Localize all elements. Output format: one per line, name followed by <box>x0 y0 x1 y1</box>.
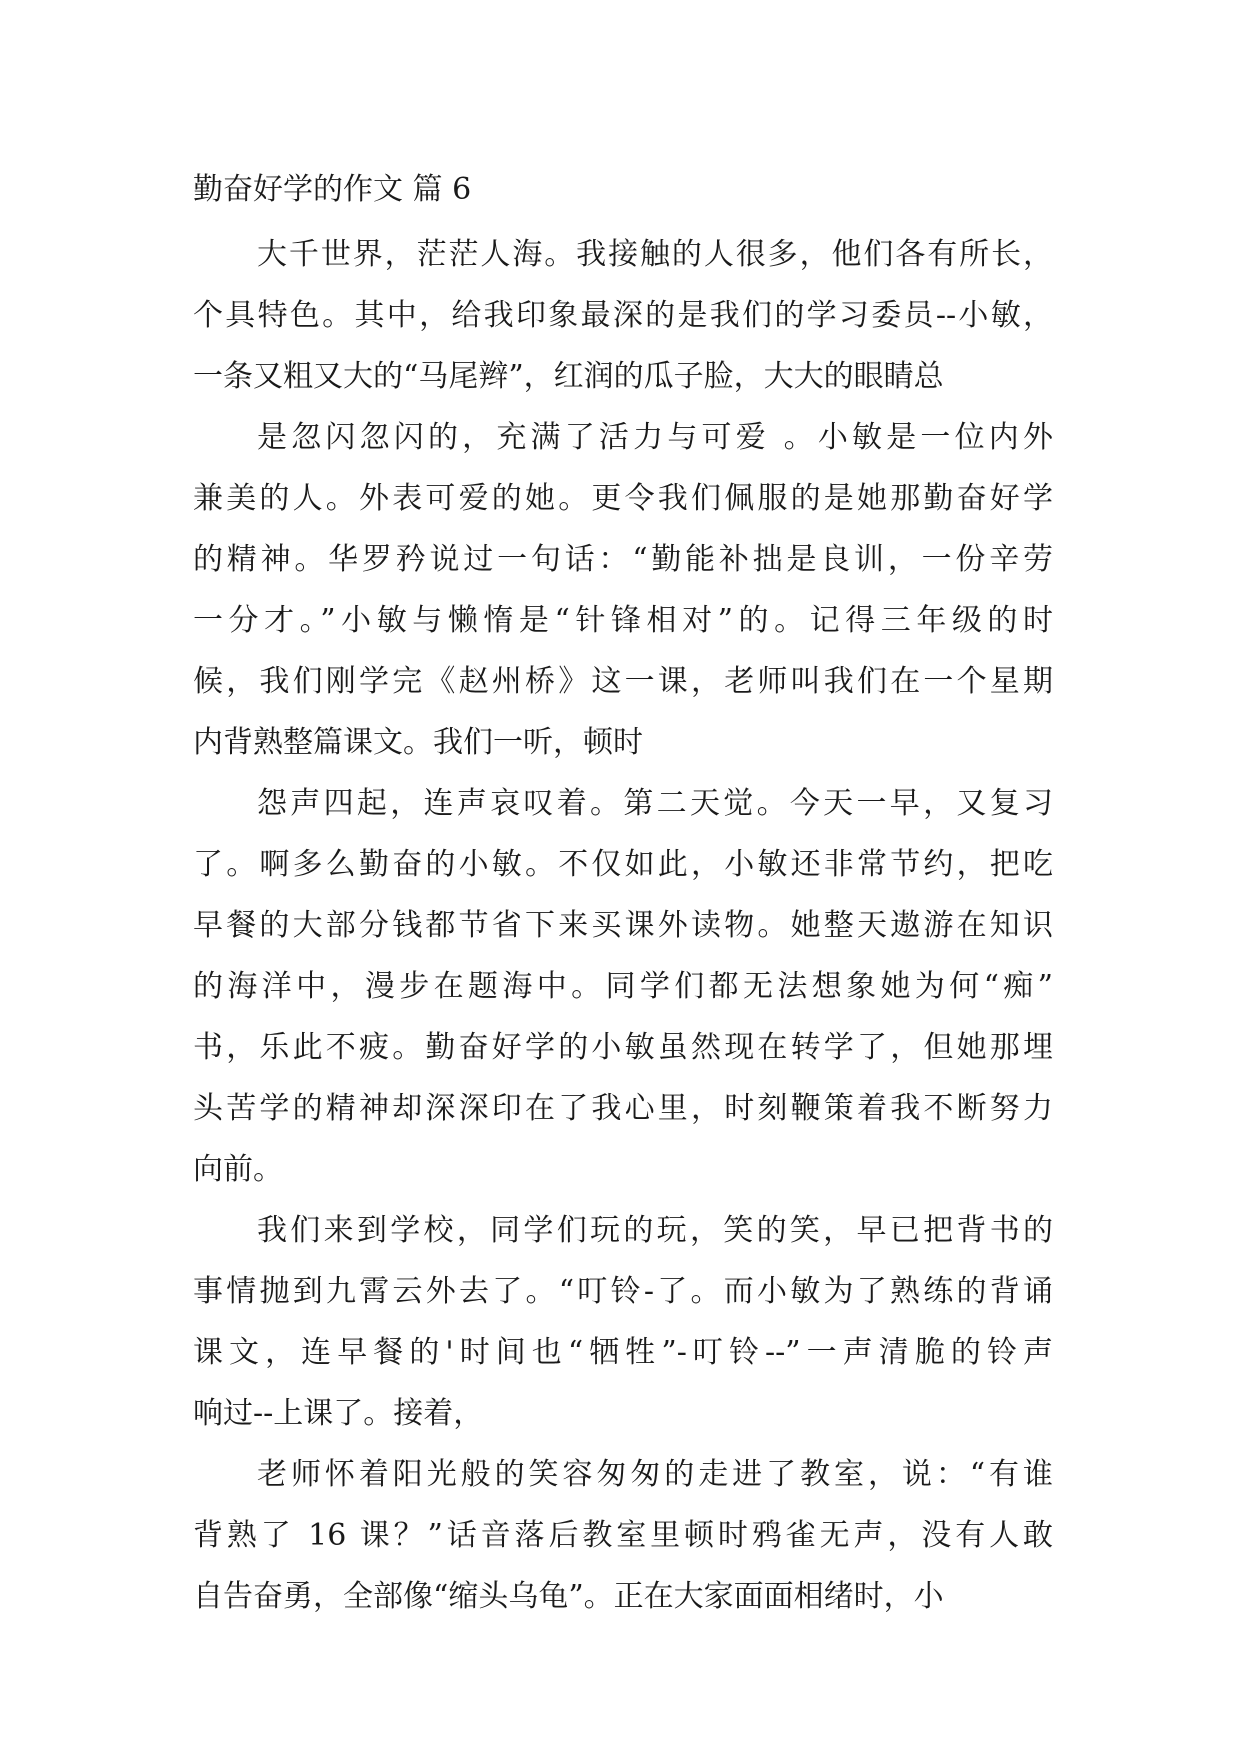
paragraph-line: 一条又粗又大的“马尾辫”，红润的瓜子脸，大大的眼睛总 <box>193 359 944 394</box>
paragraph <box>193 1444 1053 1627</box>
paragraph-line: 早餐的大部分钱都节省下来买课外读物。她整天遨游在知识 <box>193 908 1053 943</box>
paragraph-line: 的海洋中，漫步在题海中。同学们都无法想象她为何“痴” <box>193 969 1053 1004</box>
paragraph-line: 的精神。华罗矜说过一句话：“勤能补拙是良训，一份辛劳 <box>193 542 1053 577</box>
paragraph-line: 一分才。”小敏与懒惰是“针锋相对”的。记得三年级的时 <box>193 603 1053 638</box>
paragraph-line: 了。啊多么勤奋的小敏。不仅如此，小敏还非常节约，把吃 <box>193 847 1053 882</box>
paragraph <box>193 407 1053 773</box>
paragraph-line: 大千世界，茫茫人海。我接触的人很多，他们各有所长， <box>257 237 1053 272</box>
paragraph-line: 书，乐此不疲。勤奋好学的小敏虽然现在转学了，但她那埋 <box>193 1030 1053 1065</box>
paragraph-line: 向前。 <box>193 1152 283 1187</box>
document-title: 勤奋好学的作文 篇 6 <box>193 172 472 207</box>
paragraph-line: 兼美的人。外表可爱的她。更令我们佩服的是她那勤奋好学 <box>193 481 1053 516</box>
paragraph-line: 背熟了 16 课？”话音落后教室里顿时鸦雀无声，没有人敢 <box>193 1518 1053 1553</box>
paragraph <box>193 1200 1053 1444</box>
paragraph-line: 个具特色。其中，给我印象最深的是我们的学习委员--小敏， <box>193 298 1053 333</box>
paragraph-line: 课文，连早餐的'时间也“牺牲”-叮铃--”一声清脆的铃声 <box>193 1335 1053 1370</box>
paragraph-line: 我们来到学校，同学们玩的玩，笑的笑，早已把背书的 <box>257 1213 1053 1248</box>
paragraph <box>193 773 1053 1200</box>
paragraph-line: 怨声四起，连声哀叹着。第二天觉。今天一早，又复习 <box>257 786 1053 821</box>
paragraph-line: 头苦学的精神却深深印在了我心里，时刻鞭策着我不断努力 <box>193 1091 1053 1126</box>
paragraph-line: 内背熟整篇课文。我们一听，顿时 <box>193 725 643 760</box>
paragraph <box>193 224 1053 407</box>
paragraph-line: 自告奋勇，全部像“缩头乌龟”。正在大家面面相绪时，小 <box>193 1579 944 1614</box>
paragraph-line: 响过--上课了。接着， <box>193 1396 484 1431</box>
document-body <box>193 168 1053 1627</box>
paragraph-line: 候，我们刚学完《赵州桥》这一课，老师叫我们在一个星期 <box>193 664 1053 699</box>
paragraph-line: 事情抛到九霄云外去了。“叮铃-了。而小敏为了熟练的背诵 <box>193 1274 1053 1309</box>
paragraph-list <box>193 224 1053 1627</box>
paragraph-line: 老师怀着阳光般的笑容匆匆的走进了教室，说：“有谁 <box>257 1457 1053 1492</box>
paragraph-line: 是忽闪忽闪的，充满了活力与可爱 。小敏是一位内外 <box>257 420 1053 455</box>
